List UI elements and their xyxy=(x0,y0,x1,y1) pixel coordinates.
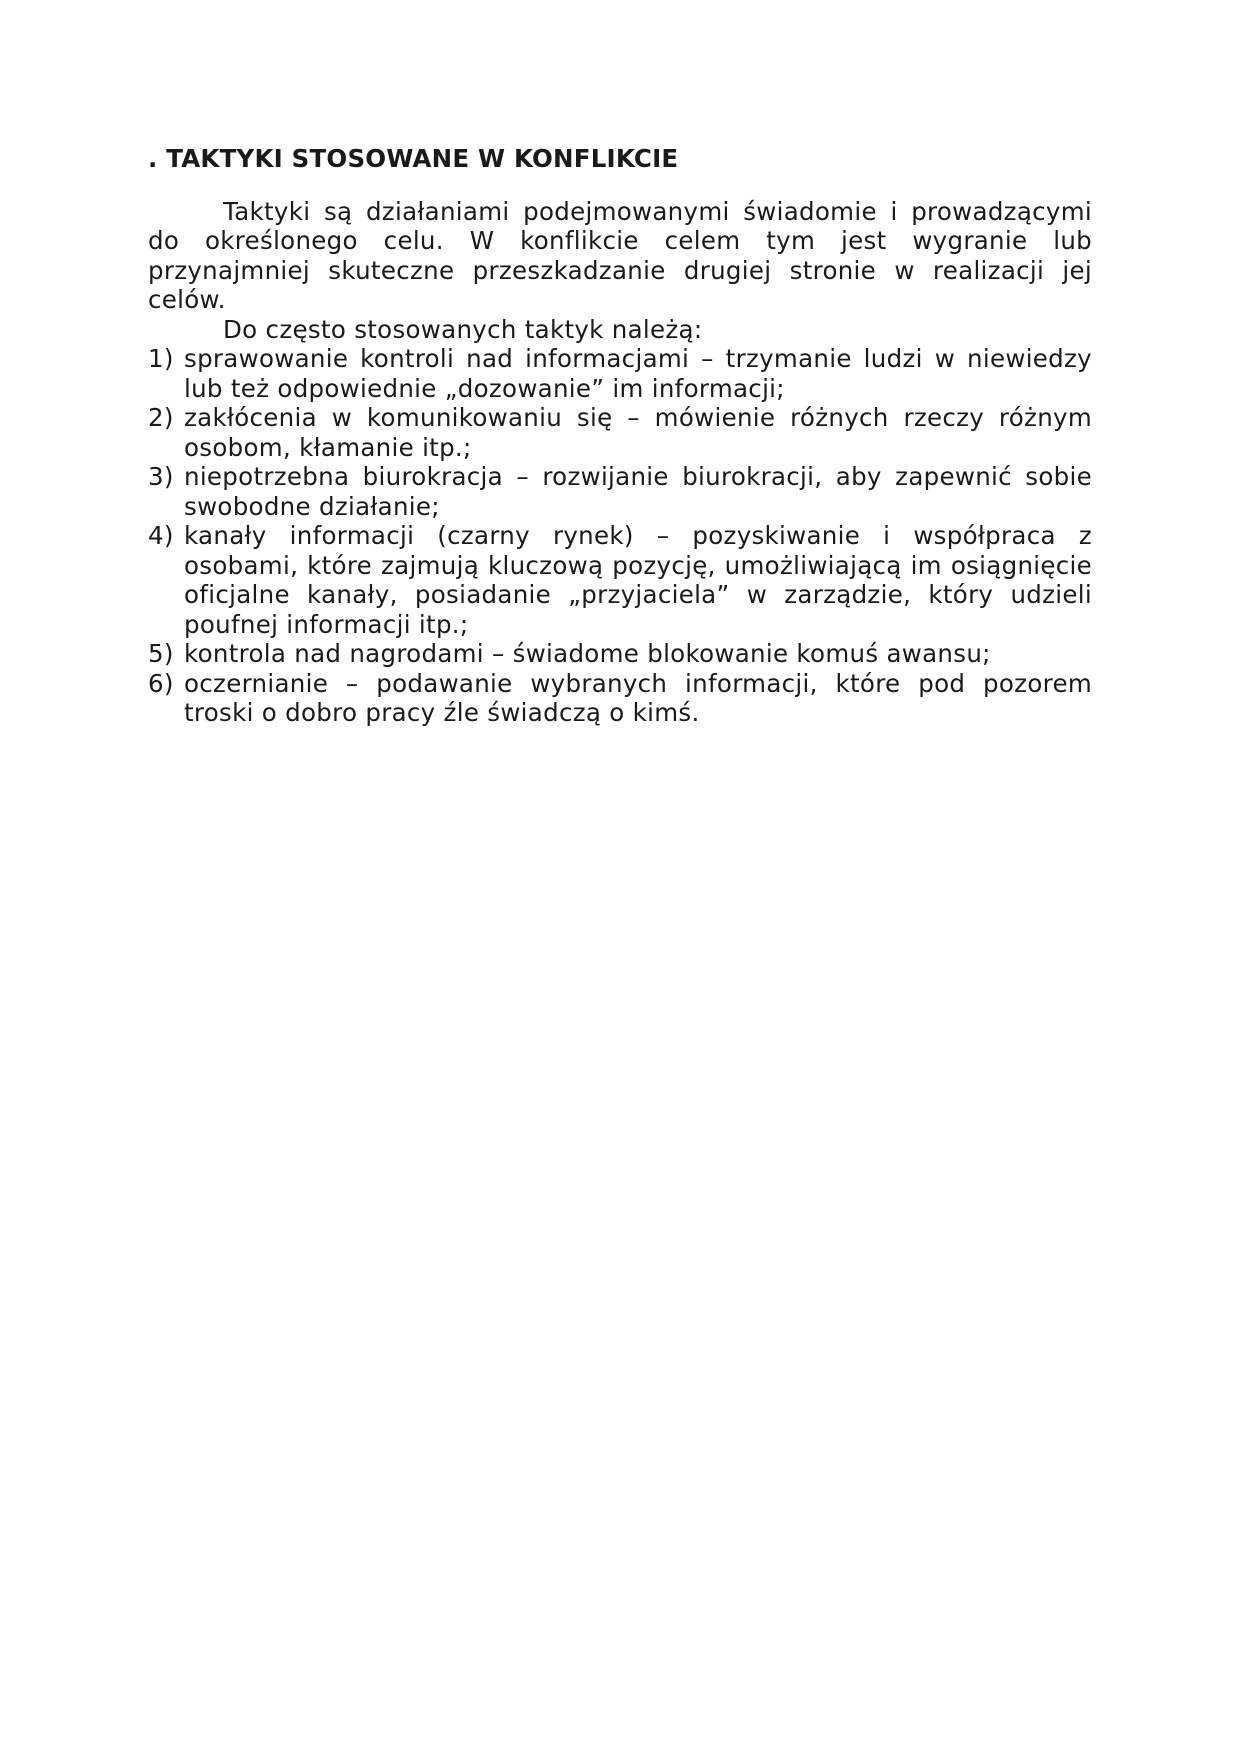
list-item-text: kontrola nad nagrodami – świadome blokowanie komuś awansu; xyxy=(184,639,991,668)
list-item-number: 2) xyxy=(148,403,174,432)
tactics-list xyxy=(148,344,1092,728)
intro-paragraph: Taktyki są działaniami podejmowanymi świadomie i prowadzącymi do określonego celu. W konflikcie celem tym jest wygranie lub przynajmniej skuteczne przeszkadzanie drugiej stronie w realizacji jej celów. xyxy=(148,196,1092,314)
list-item xyxy=(148,639,1092,669)
list-intro-paragraph: Do często stosowanych taktyk należą: xyxy=(223,314,703,344)
list-item-text: kanały informacji (czarny rynek) – pozyskiwanie i współpraca z osobami, które zajmują kluczową pozycję, umożliwiającą im osiągnięcie oficjalne kanały, posiadanie „przyjaciela” w zarządzie, który udzieli poufnej informacji itp.; xyxy=(184,521,1092,639)
list-item-number: 5) xyxy=(148,639,174,668)
list-item-number: 3) xyxy=(148,462,174,491)
list-item-number: 1) xyxy=(148,344,174,373)
list-item xyxy=(148,344,1092,403)
list-item-number: 6) xyxy=(148,668,174,698)
document-page xyxy=(148,144,1092,728)
section-heading: . TAKTYKI STOSOWANE W KONFLIKCIE xyxy=(148,144,679,173)
list-item-text: zakłócenia w komunikowaniu się – mówienie różnych rzeczy różnym osobom, kłamanie itp.; xyxy=(184,403,1092,462)
list-item-text: sprawowanie kontroli nad informacjami – trzymanie ludzi w niewiedzy lub też odpowiednie „dozowanie” im informacji; xyxy=(184,344,1092,403)
list-item xyxy=(148,521,1092,639)
list-item-text: oczernianie – podawanie wybranych informacji, które pod pozorem troski o dobro pracy źle świadczą o kimś. xyxy=(184,668,1092,727)
list-item xyxy=(148,403,1092,462)
list-item-number: 4) xyxy=(148,521,174,550)
list-item xyxy=(148,669,1092,728)
list-item-text: niepotrzebna biurokracja – rozwijanie biurokracji, aby zapewnić sobie swobodne działanie; xyxy=(184,462,1092,521)
list-item xyxy=(148,462,1092,521)
